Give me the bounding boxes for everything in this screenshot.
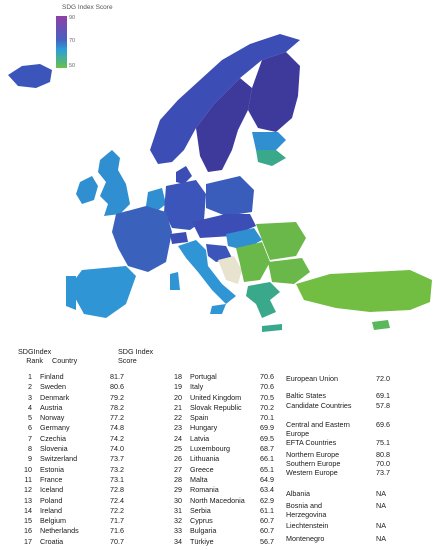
ranking-row	[14, 413, 140, 423]
aggregate-label: Western Europe	[286, 468, 338, 477]
region-ireland	[76, 176, 98, 204]
country-cell: Netherlands	[40, 526, 79, 536]
ranking-row	[14, 423, 140, 433]
region-balkans	[236, 242, 270, 282]
ranking-row	[164, 485, 290, 495]
ranking-row	[14, 526, 140, 536]
rank-cell: 22	[174, 413, 182, 423]
score-cell: 81.7	[110, 372, 124, 381]
aggregate-label: Northern Europe	[286, 450, 340, 459]
country-cell: Poland	[40, 495, 63, 505]
score-cell: 72.8	[110, 485, 124, 495]
score-cell: 56.7	[260, 536, 274, 546]
score-cell: 66.1	[260, 454, 274, 464]
na-country-label: Albania	[286, 489, 310, 498]
country-cell: Estonia	[40, 464, 64, 474]
country-cell: Switzerland	[40, 454, 78, 464]
region-spain	[74, 266, 136, 318]
country-cell: Portugal	[190, 372, 217, 381]
ranking-row	[14, 372, 140, 382]
country-cell: Belgium	[40, 516, 66, 526]
country-cell: Norway	[40, 413, 65, 423]
score-cell: 79.2	[110, 392, 124, 402]
header-rank: SDGIndex Rank	[18, 347, 52, 365]
score-cell: 61.1	[260, 505, 274, 515]
country-cell: Spain	[190, 413, 209, 423]
score-cell: 74.2	[110, 433, 124, 443]
score-cell: 70.2	[260, 402, 274, 412]
ranking-row	[14, 537, 140, 547]
rank-cell: 26	[174, 454, 182, 464]
ranking-row	[164, 465, 290, 475]
region-portugal	[66, 276, 76, 310]
rank-cell: 16	[24, 526, 32, 536]
rank-cell: 14	[24, 505, 32, 515]
score-cell: 73.7	[110, 454, 124, 464]
aggregate-value: 72.0	[376, 374, 390, 383]
rank-cell: 18	[174, 372, 182, 381]
rank-cell: 7	[28, 433, 32, 443]
country-cell: Sweden	[40, 382, 66, 392]
rank-cell: 10	[24, 464, 32, 474]
aggregate-label: Baltic States	[286, 391, 326, 400]
country-cell: Bulgaria	[190, 526, 217, 536]
ranking-row	[14, 485, 140, 495]
ranking-row	[14, 434, 140, 444]
region-united-kingdom	[98, 150, 130, 216]
score-cell: 72.4	[110, 495, 124, 505]
score-cell: 77.2	[110, 413, 124, 423]
score-cell: 70.6	[260, 372, 274, 381]
na-country-label: Montenegro	[286, 534, 325, 543]
country-cell: Latvia	[190, 433, 210, 443]
aggregate-value: 69.6	[376, 420, 390, 429]
region-france	[112, 206, 172, 272]
rank-cell: 25	[174, 444, 182, 454]
score-cell: 74.0	[110, 444, 124, 454]
country-cell: Lithuania	[190, 454, 220, 464]
na-country-value: NA	[376, 534, 386, 543]
country-cell: Iceland	[40, 485, 64, 495]
rank-cell: 2	[28, 382, 32, 392]
aggregate-label: European Union	[286, 374, 338, 383]
rank-cell: 27	[174, 464, 182, 474]
rank-cell: 8	[28, 444, 32, 454]
aggregate-value: 75.1	[376, 438, 390, 447]
rank-cell: 29	[174, 485, 182, 495]
country-cell: North Macedonia	[190, 495, 245, 505]
rank-cell: 24	[174, 433, 182, 443]
score-cell: 74.8	[110, 423, 124, 433]
aggregate-value: 57.8	[376, 401, 390, 410]
aggregate-label: Southern Europe	[286, 459, 341, 468]
ranking-row	[14, 506, 140, 516]
na-country-value: NA	[376, 521, 386, 530]
country-cell: Croatia	[40, 536, 64, 546]
ranking-row	[14, 382, 140, 392]
score-cell: 73.1	[110, 474, 124, 484]
score-cell: 63.4	[260, 485, 274, 495]
score-cell: 73.2	[110, 464, 124, 474]
rank-cell: 1	[28, 372, 32, 381]
score-cell: 68.7	[260, 444, 274, 454]
score-cell: 64.9	[260, 474, 274, 484]
ranking-row	[164, 454, 290, 464]
header-country: Country	[52, 356, 78, 365]
ranking-row	[164, 444, 290, 454]
region-cyprus	[372, 320, 390, 330]
ranking-row	[164, 537, 290, 547]
score-cell: 70.1	[260, 413, 274, 423]
score-cell: 71.7	[110, 516, 124, 526]
region-poland	[206, 176, 254, 216]
rank-cell: 6	[28, 423, 32, 433]
ranking-row	[14, 516, 140, 526]
score-cell: 78.2	[110, 402, 124, 412]
score-cell: 69.9	[260, 423, 274, 433]
score-cell: 65.1	[260, 464, 274, 474]
score-cell: 60.7	[260, 526, 274, 536]
ranking-row	[164, 434, 290, 444]
ranking-row	[164, 382, 290, 392]
na-country-value: NA	[376, 501, 386, 510]
country-cell: Luxembourg	[190, 444, 230, 454]
rank-cell: 5	[28, 413, 32, 423]
na-country-label: Liechtenstein	[286, 521, 329, 530]
na-country-value: NA	[376, 489, 386, 498]
rank-cell: 12	[24, 485, 32, 495]
region-bosnia	[218, 256, 242, 284]
country-cell: Finland	[40, 372, 64, 381]
country-cell: United Kingdom	[190, 392, 242, 402]
rankings-table-1	[14, 372, 140, 547]
country-cell: Malta	[190, 474, 208, 484]
ranking-row	[164, 403, 290, 413]
aggregate-value: 80.8	[376, 450, 390, 459]
score-cell: 80.6	[110, 382, 124, 392]
legend-tick-70: 70	[69, 38, 76, 44]
ranking-row	[164, 516, 290, 526]
rank-cell: 31	[174, 505, 182, 515]
country-cell: Ireland	[40, 505, 62, 515]
region-baltics	[252, 132, 286, 150]
na-country-label: Bosnia and Herzegovina	[286, 501, 327, 519]
ranking-row	[14, 403, 140, 413]
rank-cell: 34	[174, 536, 182, 546]
aggregate-value: 70.0	[376, 459, 390, 468]
ranking-row	[164, 423, 290, 433]
region-iceland	[8, 64, 52, 88]
aggregate-value: 73.7	[376, 468, 390, 477]
country-cell: Czechia	[40, 433, 66, 443]
ranking-row	[14, 496, 140, 506]
ranking-row	[14, 475, 140, 485]
country-cell: Austria	[40, 402, 63, 412]
ranking-row	[164, 496, 290, 506]
rank-cell: 17	[24, 536, 32, 546]
region-crete	[262, 324, 282, 332]
legend-tick-50: 50	[69, 63, 76, 69]
country-cell: Slovak Republic	[190, 402, 242, 412]
rank-cell: 32	[174, 516, 182, 526]
rank-cell: 3	[28, 392, 32, 402]
ranking-row	[164, 475, 290, 485]
header-score: SDG Index Score	[118, 347, 154, 365]
aggregate-value: 69.1	[376, 391, 390, 400]
country-cell: Türkiye	[190, 536, 214, 546]
country-cell: Greece	[190, 464, 214, 474]
score-cell: 62.9	[260, 495, 274, 505]
rank-cell: 23	[174, 423, 182, 433]
score-cell: 71.6	[110, 526, 124, 536]
aggregate-label: Central and Eastern Europe	[286, 420, 350, 438]
region-bulgaria	[268, 258, 310, 284]
region-switzerland	[170, 232, 188, 244]
country-cell: Romania	[190, 485, 219, 495]
aggregate-label: Candidate Countries	[286, 401, 352, 410]
country-cell: Cyprus	[190, 516, 213, 526]
ranking-row	[164, 372, 290, 382]
rankings-table-2	[164, 372, 290, 547]
rank-cell: 21	[174, 402, 182, 412]
legend-title: SDG Index Score	[62, 4, 113, 11]
rank-cell: 15	[24, 516, 32, 526]
aggregate-label: EFTA Countries	[286, 438, 337, 447]
region-lithuania	[256, 150, 286, 166]
country-cell: Hungary	[190, 423, 218, 433]
country-cell: Italy	[190, 382, 204, 392]
country-cell: Denmark	[40, 392, 70, 402]
score-cell: 60.7	[260, 516, 274, 526]
country-cell: Germany	[40, 423, 70, 433]
ranking-row	[164, 506, 290, 516]
rank-cell: 11	[24, 474, 32, 484]
region-sardinia	[170, 272, 180, 290]
country-cell: France	[40, 474, 63, 484]
rank-cell: 20	[174, 392, 182, 402]
legend-color-bar	[56, 16, 67, 68]
score-cell: 70.7	[110, 536, 124, 546]
region-sicily	[210, 304, 226, 314]
ranking-row	[164, 526, 290, 536]
ranking-row	[164, 393, 290, 403]
ranking-row	[14, 454, 140, 464]
region-greece	[246, 282, 280, 318]
ranking-row	[14, 444, 140, 454]
ranking-row	[164, 413, 290, 423]
rank-cell: 4	[28, 402, 32, 412]
score-cell: 70.6	[260, 382, 274, 392]
country-cell: Serbia	[190, 505, 211, 515]
ranking-row	[14, 465, 140, 475]
rank-cell: 28	[174, 474, 182, 484]
country-cell: Slovenia	[40, 444, 68, 454]
rank-cell: 33	[174, 526, 182, 536]
score-cell: 70.5	[260, 392, 274, 402]
score-cell: 72.2	[110, 505, 124, 515]
score-cell: 69.5	[260, 433, 274, 443]
rank-cell: 9	[28, 454, 32, 464]
rank-cell: 19	[174, 382, 182, 392]
legend-tick-90: 90	[69, 15, 76, 21]
rank-cell: 13	[24, 495, 32, 505]
rank-cell: 30	[174, 495, 182, 505]
ranking-row	[14, 393, 140, 403]
region-turkiye	[296, 270, 432, 312]
